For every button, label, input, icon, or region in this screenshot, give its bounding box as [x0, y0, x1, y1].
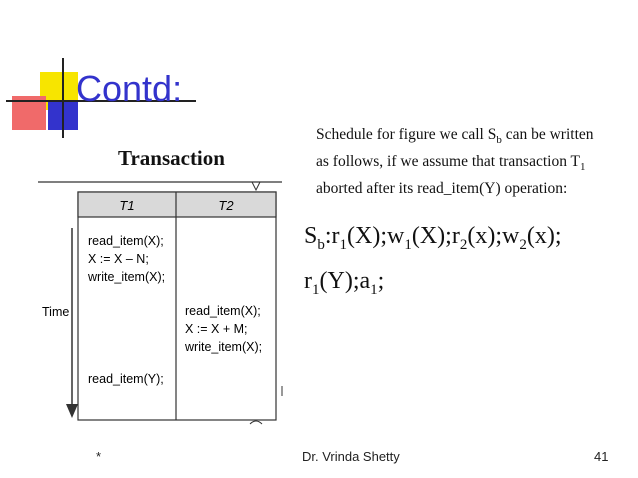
desc-sub: b — [496, 134, 502, 147]
desc-part: Schedule for figure we call S — [316, 126, 497, 143]
sched-part: (X);w — [347, 223, 405, 249]
slide-title: Contd: — [76, 68, 183, 109]
sched-sub: 1 — [339, 236, 348, 253]
column-header-t2: T2 — [218, 198, 234, 213]
sched-part: (Y);a — [319, 267, 371, 294]
desc-part: can be written as follows, if we assume that transaction T — [316, 126, 594, 171]
sched-part: S — [304, 223, 318, 249]
sched-sub: 1 — [370, 281, 378, 298]
transaction-label: Transaction — [118, 146, 225, 170]
sched-part: (X);r — [411, 223, 460, 249]
figure-bottom-mark — [250, 421, 262, 424]
table-header — [78, 192, 276, 217]
sched-sub: 2 — [459, 236, 468, 253]
t1-op-read-x: read_item(X); — [88, 234, 164, 248]
t1-op-write-x: write_item(X); — [88, 270, 166, 284]
t2-op-assign-x: X := X + M; — [185, 322, 248, 336]
t2-op-read-x: read_item(X); — [185, 304, 261, 318]
footer-page-number: 41 — [594, 449, 609, 464]
footer-date-placeholder: * — [96, 449, 102, 464]
t1-op-read-y: read_item(Y); — [88, 372, 164, 386]
desc-part: aborted after its read_item(Y) operation: — [316, 180, 568, 198]
sched-part: :r — [324, 223, 340, 249]
sched-part: ; — [377, 267, 385, 294]
sched-part: (x);w — [467, 223, 520, 249]
time-arrow-head — [66, 404, 78, 418]
t2-op-write-x: write_item(X); — [185, 340, 263, 354]
figure-notch — [252, 182, 260, 190]
sched-part: (x); r — [304, 223, 562, 294]
sched-sub: 1 — [312, 281, 320, 298]
footer-author: Dr. Vrinda Shetty — [302, 449, 400, 464]
sched-sub: b — [317, 236, 325, 253]
t1-op-assign-x: X := X – N; — [88, 252, 149, 266]
time-label: Time — [42, 305, 70, 319]
column-header-t1: T1 — [119, 198, 135, 213]
sched-sub: 2 — [519, 236, 527, 253]
desc-sub: 1 — [580, 161, 586, 174]
sched-sub: 1 — [404, 236, 412, 253]
